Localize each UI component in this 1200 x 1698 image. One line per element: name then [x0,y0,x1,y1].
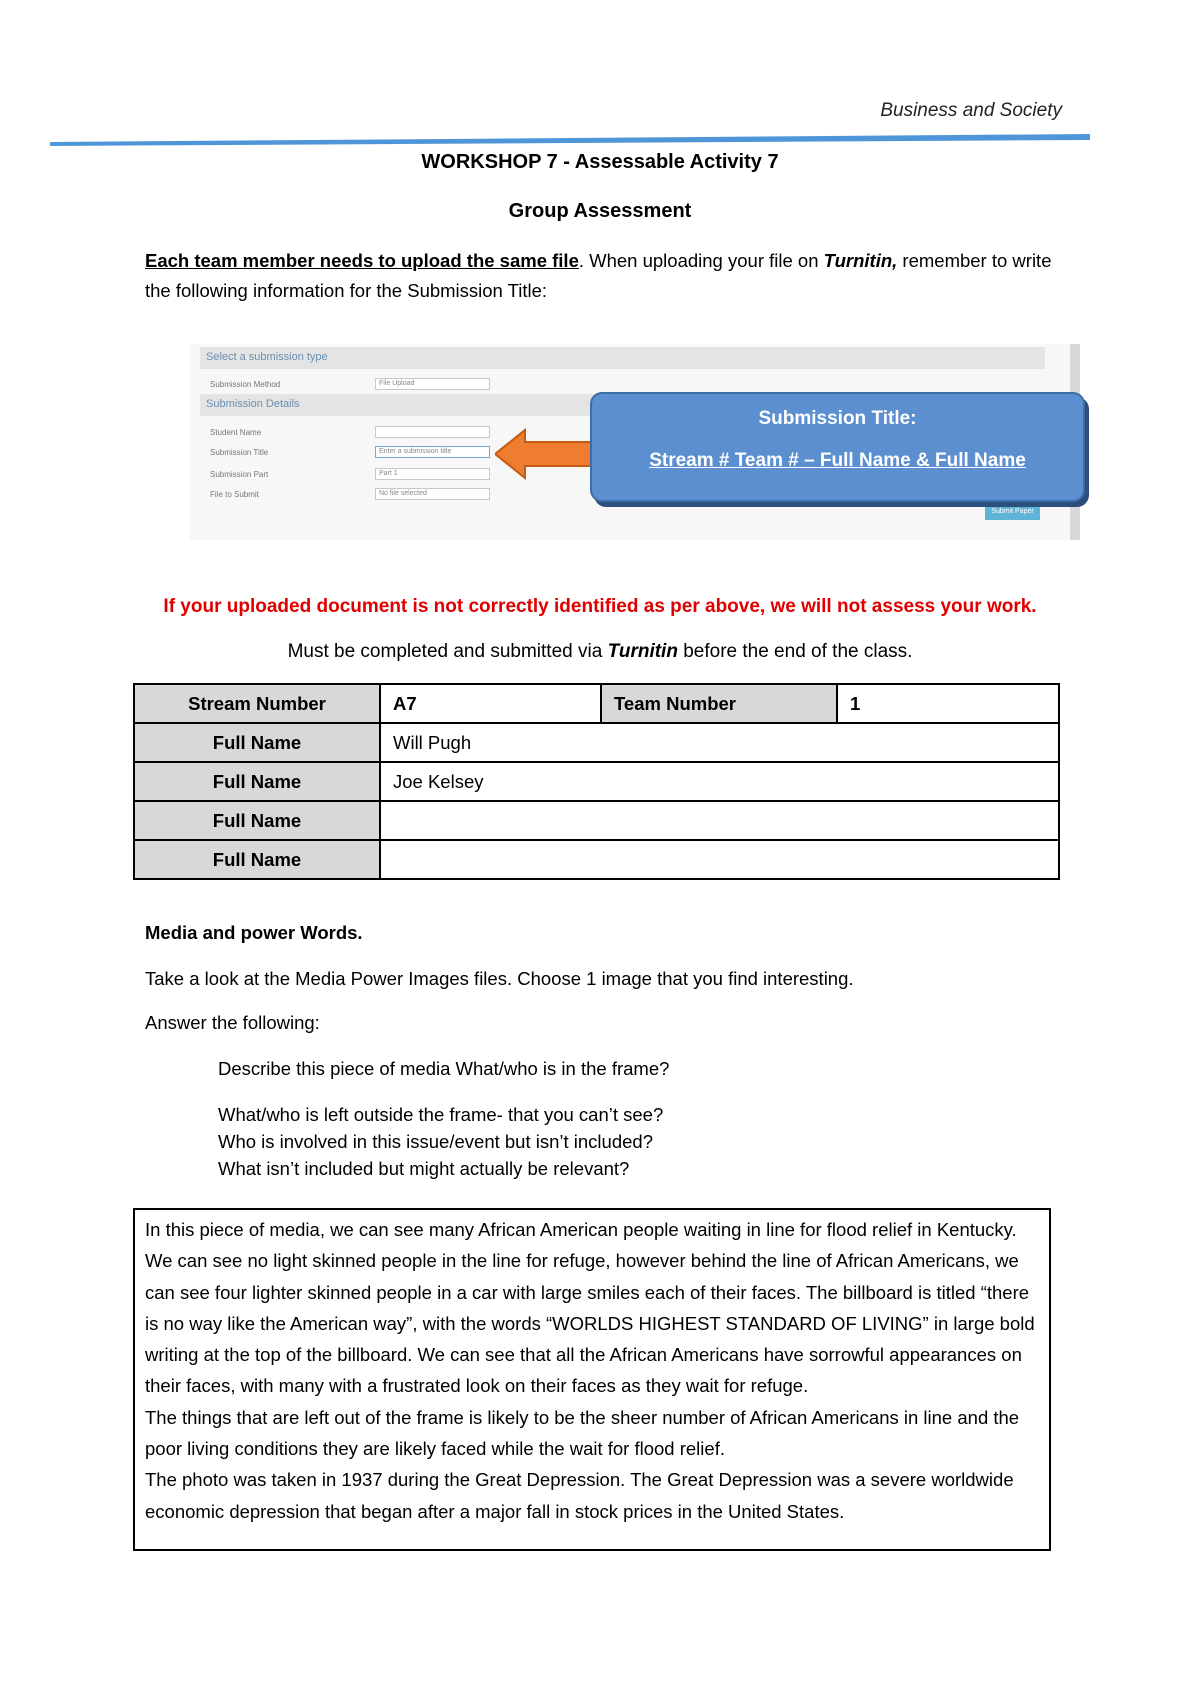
name-value: Joe Kelsey [380,762,1059,801]
screenshot-band: Submission Details [200,394,1045,416]
screenshot-row-label: File to Submit [210,490,259,499]
callout-format: Stream # Team # – Full Name & Full Name [649,450,1026,471]
table-row [134,723,1059,762]
submission-title-callout [590,392,1085,502]
team-value: 1 [837,684,1059,723]
screenshot-field [375,426,490,438]
name-value: Will Pugh [380,723,1059,762]
screenshot-band: Select a submission type [200,347,1045,369]
screenshot-row-label: Student Name [210,428,262,437]
table-row [134,762,1059,801]
name-label: Full Name [134,801,380,840]
question-item: What/who is left outside the frame- that you can’t see? [218,1104,664,1125]
question-item: Describe this piece of media What/who is in the frame? [218,1058,670,1079]
instruction-emphasis: Each team member needs to upload the same file [145,250,579,271]
screenshot-field: Enter a submission title [375,446,490,458]
answer-paragraph: In this piece of media, we can see many African American people waiting in line for flood relief in Kentucky. We can see no light skinned people in the line for refuge, however behind the line of African Americans, we can see four lighter skinned people in a car with large smiles each of their faces. The billboard is titled “there is no way like the American way”, with the words “WORLDS HIGHEST STANDARD OF LIVING” in large bold writing at the top of the billboard. We can see that all the African Americans have sorrowful appearances on their faces, with many with a frustrated look on their faces as they wait for refuge. [145,1219,1035,1397]
name-label: Full Name [134,723,380,762]
screenshot-field: Part 1 [375,468,490,480]
answer-prompt: Answer the following: [145,1012,320,1033]
section-intro: Take a look at the Media Power Images files. Choose 1 image that you find interesting. [145,968,854,989]
screenshot-row-label: Submission Part [210,470,269,479]
stream-value: A7 [380,684,601,723]
screenshot-field: File Upload [375,378,490,390]
name-label: Full Name [134,840,380,879]
answer-paragraph: The things that are left out of the frame is likely to be the sheer number of African Americans in line and the poor living conditions they are likely faced while the wait for flood relief. [145,1406,1020,1460]
screenshot-field: No file selected [375,488,490,500]
name-value [380,801,1059,840]
question-item: What isn’t included but might actually be relevant? [218,1158,630,1179]
warning-text: If your uploaded document is not correctly identified as per above, we will not assess your work. [163,596,1037,617]
stream-label: Stream Number [134,684,380,723]
table-row [134,801,1059,840]
screenshot-submit-button: Submit Paper [985,504,1040,520]
answer-paragraph: The photo was taken in 1937 during the Great Depression. The Great Depression was a severe worldwide economic depression that began after a major fall in stock prices in the United States. [145,1469,1014,1522]
upload-instructions: Each team member needs to upload the same file. When uploading your file on Turnitin, remember to write the following information for the Submission Title: [145,250,1052,301]
name-label: Full Name [134,762,380,801]
page-subtitle: Group Assessment [508,200,692,222]
deadline-text: Must be completed and submitted via Turnitin before the end of the class. [287,641,913,662]
callout-title: Submission Title: [758,408,917,429]
page-title: WORKSHOP 7 - Assessable Activity 7 [421,151,779,173]
header-rule [50,134,1090,146]
screenshot-row-label: Submission Title [210,448,269,457]
team-table [133,683,1060,880]
table-row [134,840,1059,879]
section-heading: Media and power Words. [145,922,363,943]
table-row [134,684,1059,723]
course-header: Business and Society [880,100,1062,121]
question-item: Who is involved in this issue/event but isn’t included? [218,1131,653,1152]
arrow-left-icon [495,427,595,481]
name-value [380,840,1059,879]
answer-box [133,1208,1051,1551]
screenshot-row-label: Submission Method [210,380,281,389]
team-label: Team Number [601,684,837,723]
